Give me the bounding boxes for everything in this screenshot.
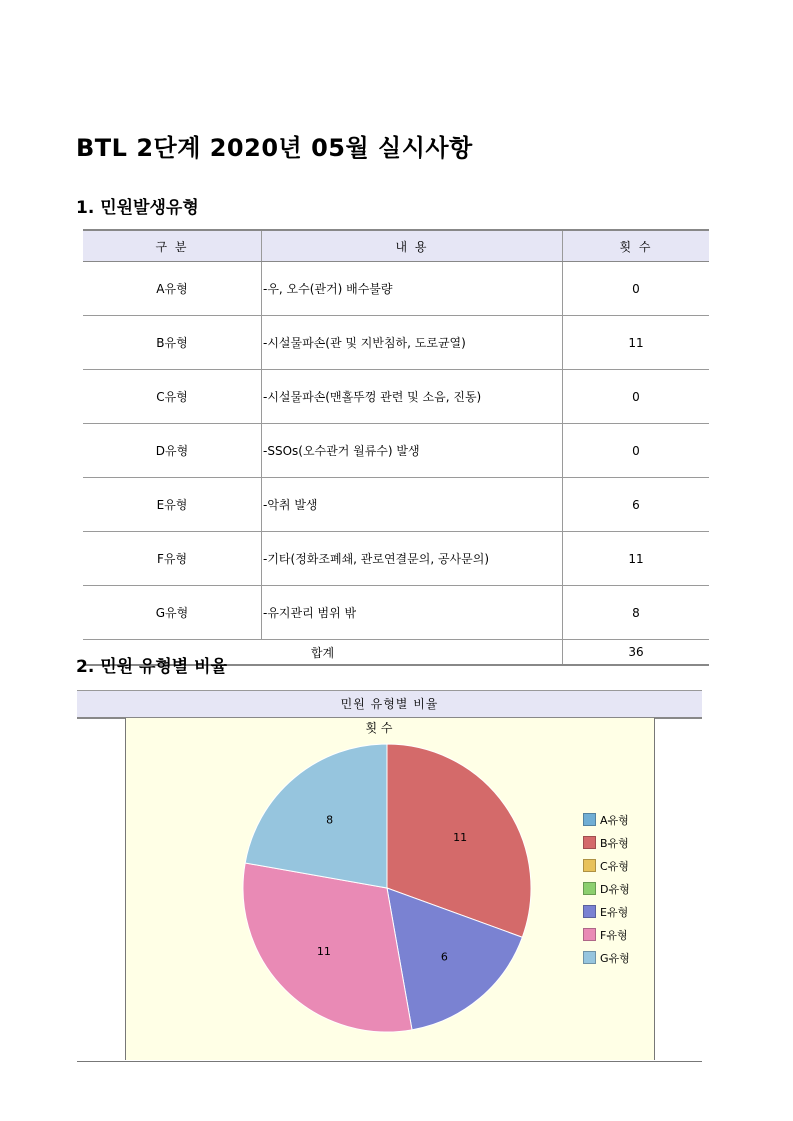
row-description: -우, 오수(관거) 배수불량 (262, 262, 563, 316)
chart-title: 민원 유형별 비율 (77, 690, 702, 719)
row-description: -시설물파손(관 및 지반침하, 도로균열) (262, 316, 563, 370)
row-count: 11 (563, 316, 710, 370)
section-heading-type-ratio: 2. 민원 유형별 비율 (76, 657, 227, 677)
pie-data-label: 8 (326, 813, 334, 827)
row-type: G유형 (83, 586, 262, 640)
table-row (83, 532, 709, 586)
row-description: -SSOs(오수관거 월류수) 발생 (262, 424, 563, 478)
row-count: 6 (563, 478, 710, 532)
table-row (83, 478, 709, 532)
row-count: 11 (563, 532, 710, 586)
table-row (83, 262, 709, 316)
row-type: E유형 (83, 478, 262, 532)
pie-data-label: 11 (453, 830, 468, 844)
table-row (83, 424, 709, 478)
row-description: -기타(정화조폐쇄, 관로연결문의, 공사문의) (262, 532, 563, 586)
pie-data-label: 6 (440, 950, 448, 964)
total-label: 합계 (83, 640, 563, 666)
table-row (83, 370, 709, 424)
row-description: -유지관리 범위 밖 (262, 586, 563, 640)
row-count: 0 (563, 370, 710, 424)
chart-subtitle: 횟 수 (365, 721, 393, 735)
legend-item (583, 923, 630, 946)
legend-item (583, 808, 630, 831)
legend-label: A유형 (600, 813, 629, 827)
legend-label: B유형 (600, 836, 629, 850)
row-type: D유형 (83, 424, 262, 478)
row-type: A유형 (83, 262, 262, 316)
legend-swatch (583, 905, 596, 918)
complaint-type-table (83, 229, 709, 666)
row-count: 0 (563, 262, 710, 316)
legend-label: D유형 (600, 882, 630, 896)
legend-label: F유형 (600, 928, 628, 942)
row-description: -시설물파손(맨홀뚜껑 관련 및 소음, 진동) (262, 370, 563, 424)
legend-swatch (583, 813, 596, 826)
legend-swatch (583, 859, 596, 872)
legend-swatch (583, 928, 596, 941)
section-heading-complaint-types: 1. 민원발생유형 (76, 198, 199, 218)
document-title: BTL 2단계 2020년 05월 실시사항 (76, 134, 473, 162)
legend-item (583, 831, 630, 854)
column-header-category: 구 분 (83, 230, 262, 262)
table-header-row (83, 230, 709, 262)
legend-swatch (583, 836, 596, 849)
row-description: -악취 발생 (262, 478, 563, 532)
legend-item (583, 854, 630, 877)
pie-chart (126, 718, 654, 1060)
row-count: 0 (563, 424, 710, 478)
pie-slice-G유형 (245, 744, 387, 888)
chart-legend (583, 808, 630, 969)
legend-item (583, 900, 630, 923)
chart-bottom-border (77, 1061, 702, 1062)
pie-chart-area (125, 718, 655, 1060)
column-header-count: 횟 수 (563, 230, 710, 262)
legend-label: G유형 (600, 951, 630, 965)
row-count: 8 (563, 586, 710, 640)
legend-label: C유형 (600, 859, 629, 873)
column-header-content: 내 용 (262, 230, 563, 262)
legend-label: E유형 (600, 905, 629, 919)
legend-item (583, 877, 630, 900)
pie-data-label: 11 (316, 945, 331, 959)
legend-item (583, 946, 630, 969)
legend-swatch (583, 951, 596, 964)
row-type: B유형 (83, 316, 262, 370)
row-type: F유형 (83, 532, 262, 586)
row-type: C유형 (83, 370, 262, 424)
table-row (83, 586, 709, 640)
total-value: 36 (563, 640, 710, 666)
legend-swatch (583, 882, 596, 895)
table-row (83, 316, 709, 370)
